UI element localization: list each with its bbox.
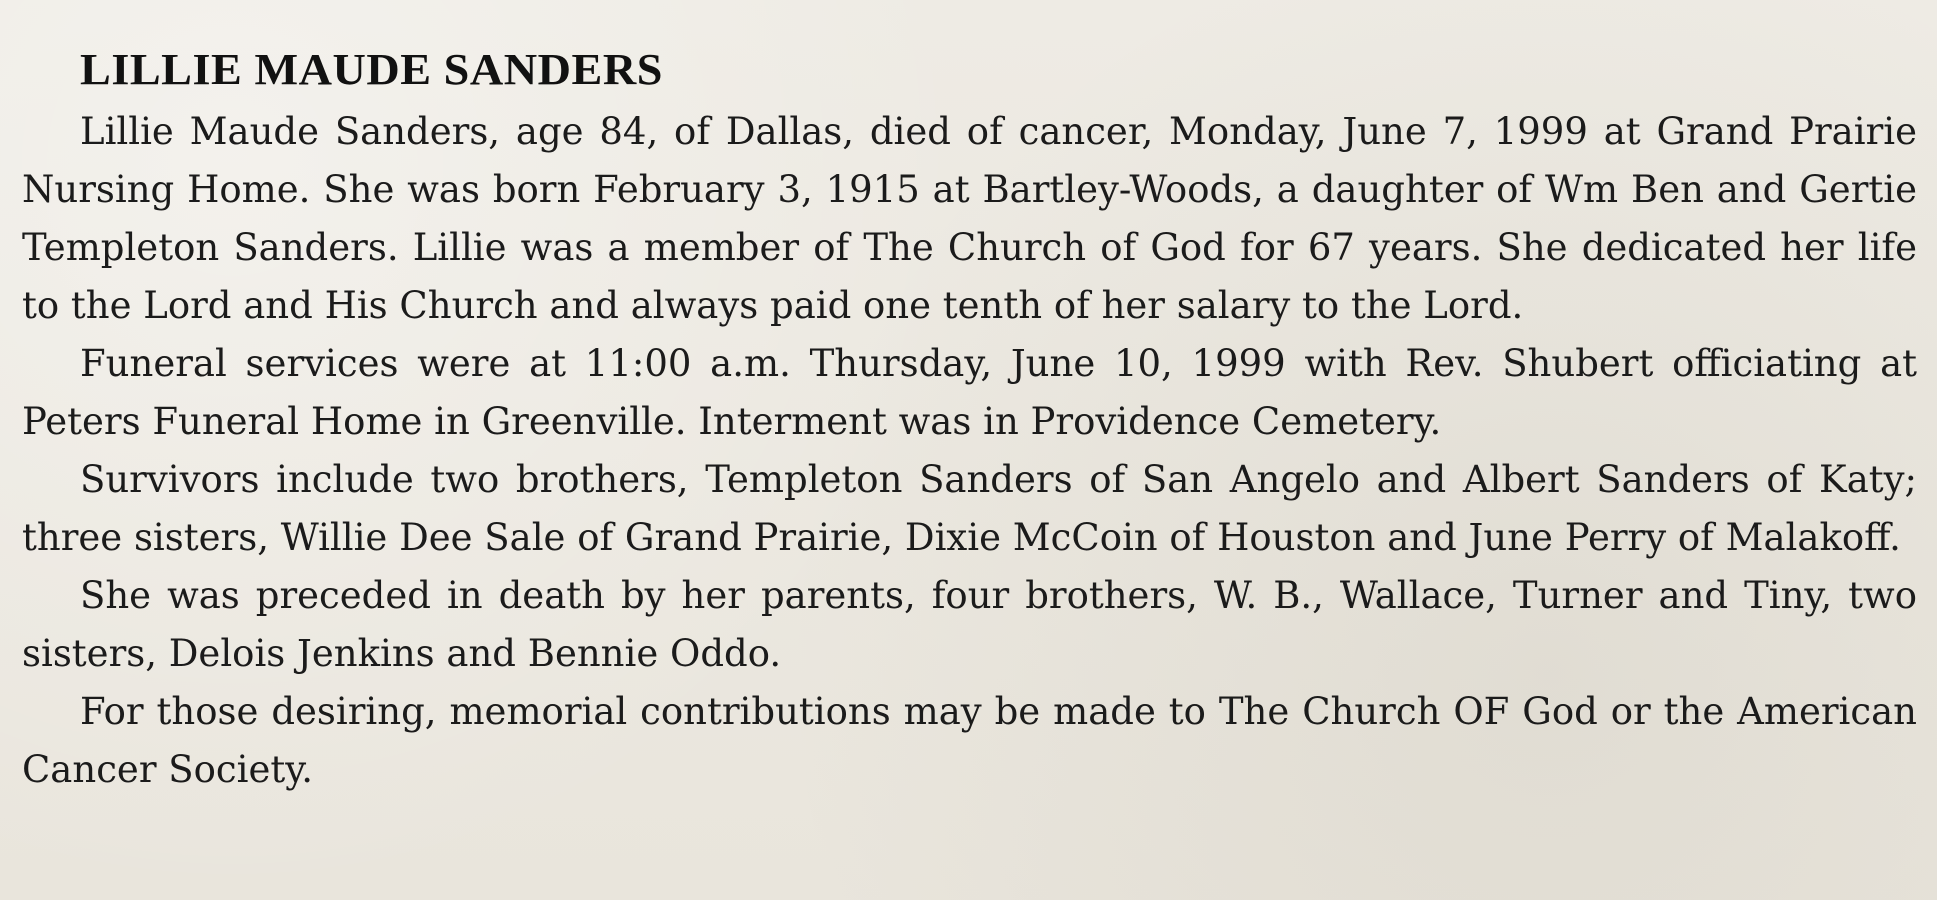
paragraph-preceded-in-death: She was preceded in death by her parents, four brothers, W. B., Wallace, Turner and Tiny, two sisters, Delois Jenkins and Bennie Oddo.: [22, 574, 1917, 675]
paragraph-survivors: Survivors include two brothers, Templeton Sanders of San Angelo and Albert Sanders of Katy; three sisters, Willie Dee Sale of Grand Prairie, Dixie McCoin of Houston and June Perry of Malakoff.: [22, 458, 1917, 559]
paragraph-biography: Lillie Maude Sanders, age 84, of Dallas, died of cancer, Monday, June 7, 1999 at Grand Prairie Nursing Home. She was born February 3, 1915 at Bartley-Woods, a daughter of Wm Ben and Gertie Templeton Sanders. Lillie was a member of The Church of God for 67 years. She dedicated her life to the Lord and His Church and always paid one tenth of her salary to the Lord.: [22, 110, 1917, 327]
obituary-body: [22, 103, 1917, 799]
paragraph-funeral-services: Funeral services were at 11:00 a.m. Thursday, June 10, 1999 with Rev. Shubert officiating at Peters Funeral Home in Greenville. Interment was in Providence Cemetery.: [22, 342, 1917, 443]
obituary-headline: LILLIE MAUDE SANDERS: [80, 45, 663, 94]
paragraph-memorials: For those desiring, memorial contributions may be made to The Church OF God or the American Cancer Society.: [22, 690, 1917, 791]
